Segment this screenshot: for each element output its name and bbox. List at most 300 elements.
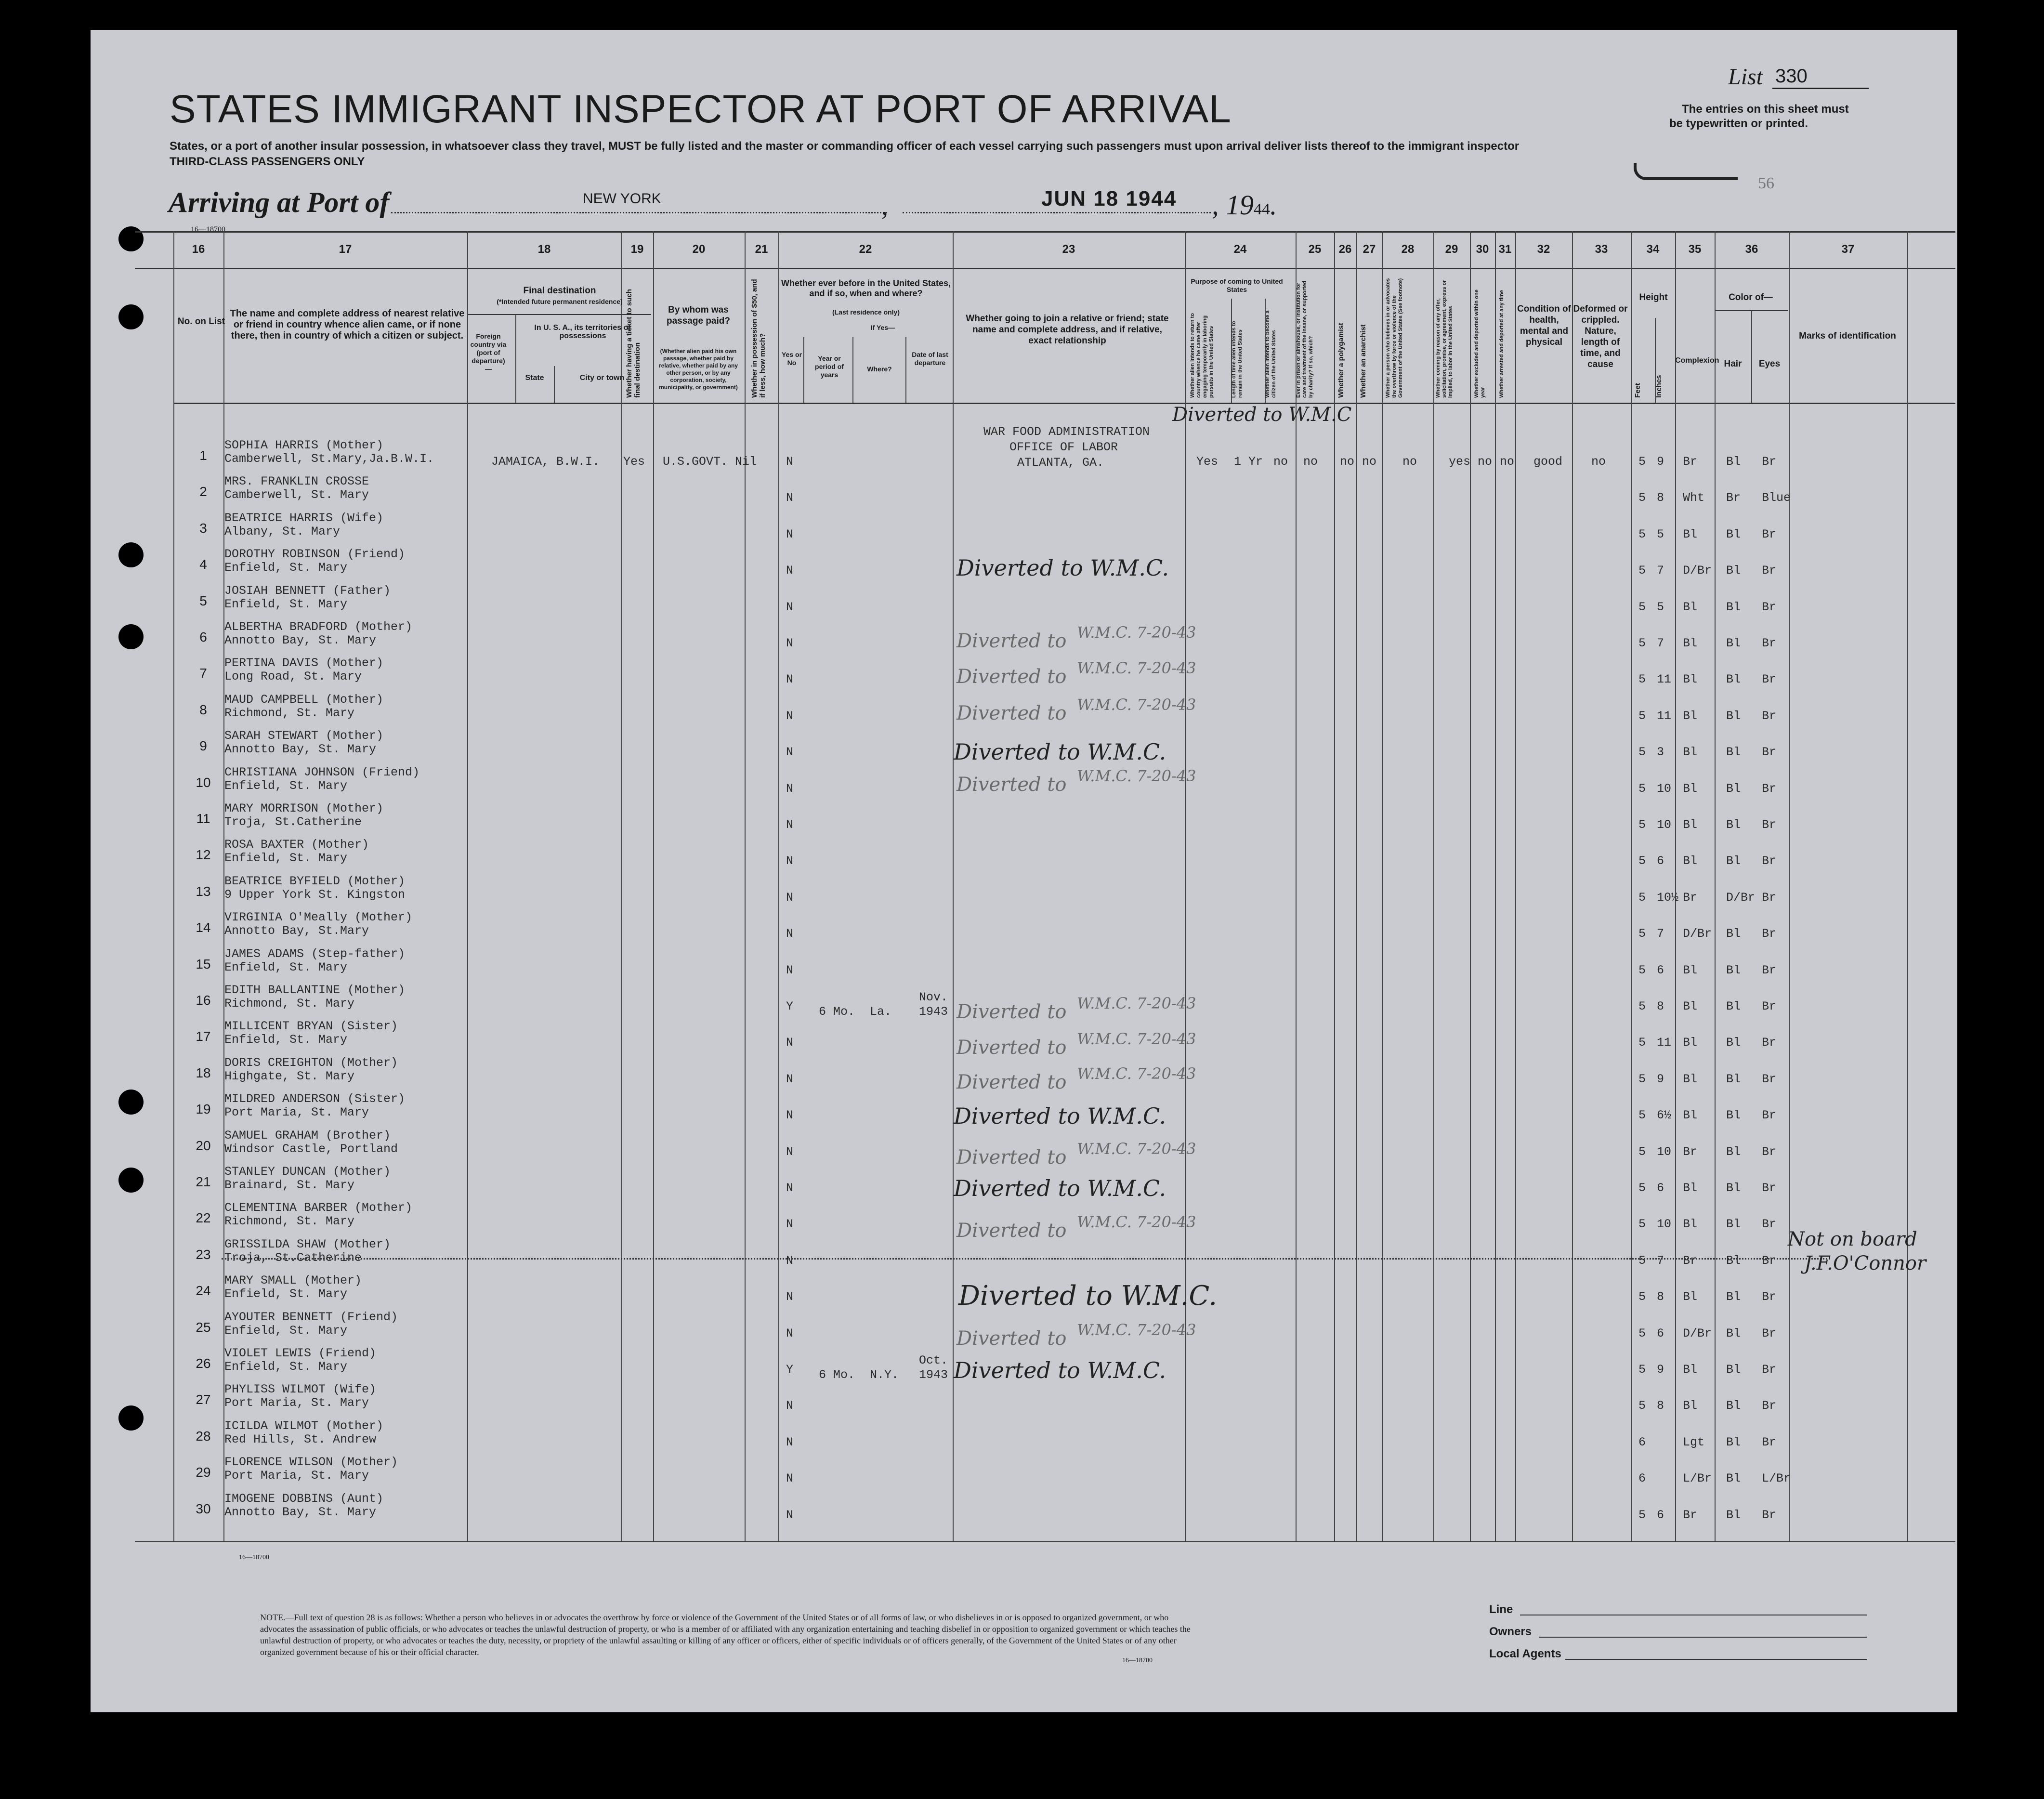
height-feet: 5 — [1638, 636, 1646, 650]
hair-color: Bl — [1726, 963, 1741, 977]
hair-color: Bl — [1726, 709, 1741, 723]
strike-through-row-23 — [222, 1258, 1830, 1260]
row-number: 6 — [199, 630, 207, 644]
column-divider — [745, 231, 746, 1541]
owners-label: Owners — [1489, 1625, 1532, 1638]
handwritten-diverted: Diverted to — [956, 1037, 1067, 1059]
prior-visit-yes-no: N — [786, 745, 794, 759]
handwritten-wmc-date: W.M.C. 7-20-43 — [1077, 659, 1196, 677]
row-number: 9 — [199, 738, 207, 753]
prior-date-16b: 1943 — [919, 1005, 948, 1019]
handwritten-diverted-top: Diverted to W.M.C — [1172, 404, 1352, 426]
header-complexion: Complexion — [1675, 356, 1719, 365]
relative-address: Enfield, St. Mary — [224, 960, 348, 974]
relative-name: SAMUEL GRAHAM (Brother) — [224, 1129, 391, 1142]
excluded-value: no — [1478, 455, 1493, 469]
header-money: Whether in possession of $50, and if less, how much? — [750, 279, 767, 398]
hair-color: Bl — [1726, 527, 1741, 541]
column-number: 31 — [1498, 243, 1512, 256]
column-divider — [1907, 231, 1908, 1541]
header-ticket: Whether having a ticket to such final destination — [625, 289, 642, 398]
complexion: Bl — [1683, 1363, 1698, 1377]
relative-address: Richmond, St. Mary — [224, 1214, 355, 1228]
column-divider — [1382, 231, 1383, 1541]
row-number: 25 — [196, 1320, 211, 1335]
offer-value: yes — [1449, 455, 1471, 469]
hair-color: Bl — [1726, 1471, 1741, 1485]
prior-visit-yes-no: N — [786, 1036, 794, 1050]
handwritten-diverted: Diverted to — [956, 1146, 1067, 1169]
hair-color: Bl — [1726, 1036, 1741, 1050]
eye-color: Blue — [1762, 491, 1791, 505]
column-divider — [1631, 231, 1632, 1541]
height-feet: 5 — [1638, 1072, 1646, 1086]
handwritten-diverted: Diverted to — [956, 1327, 1067, 1350]
header-date-departure: Date of last departure — [912, 351, 948, 367]
handwritten-wmc-date: W.M.C. 7-20-43 — [1077, 1140, 1196, 1158]
relative-name: PHYLISS WILMOT (Wife) — [224, 1382, 377, 1396]
height-feet: 5 — [1638, 1145, 1646, 1159]
relative-name: DORIS CREIGHTON (Mother) — [224, 1056, 398, 1070]
length-value: 1 Yr — [1234, 455, 1263, 469]
relative-address: Windsor Castle, Portland — [224, 1142, 398, 1156]
handwritten-diverted: Diverted to — [956, 702, 1067, 724]
relative-name: MARY SMALL (Mother) — [224, 1274, 362, 1287]
column-divider — [1356, 231, 1357, 1541]
relative-address: Enfield, St. Mary — [224, 1360, 348, 1374]
port-underline — [391, 212, 887, 213]
height-feet: 5 — [1638, 745, 1646, 759]
column-divider — [621, 231, 622, 1541]
prior-visit-yes-no: N — [786, 1326, 794, 1340]
deported-value: no — [1500, 455, 1515, 469]
sub-column-divider — [554, 366, 555, 403]
complexion: Bl — [1683, 745, 1698, 759]
polygamist-value: no — [1340, 455, 1355, 469]
handwritten-diverted: Diverted to W.M.C. — [954, 1103, 1166, 1129]
eye-color: L/Br — [1762, 1471, 1791, 1485]
height-feet: 5 — [1638, 455, 1646, 469]
complexion: Bl — [1683, 636, 1698, 650]
eye-color: Br — [1762, 1217, 1777, 1231]
row-number: 3 — [199, 521, 207, 536]
complexion: Bl — [1683, 818, 1698, 832]
punch-hole — [118, 304, 144, 329]
hair-color: Bl — [1726, 999, 1741, 1013]
date-underline — [903, 212, 1211, 213]
complexion: Bl — [1683, 1036, 1698, 1050]
column-divider — [953, 231, 954, 1541]
height-inches: 10 — [1657, 1145, 1672, 1159]
row-number: 5 — [199, 593, 207, 608]
header-ever-before: Whether ever before in the United States, and if so, when and where? — [781, 278, 951, 298]
relative-address: Enfield, St. Mary — [224, 1324, 348, 1338]
relative-name: CLEMENTINA BARBER (Mother) — [224, 1201, 413, 1215]
hair-color: Bl — [1726, 1363, 1741, 1377]
complexion: Wht — [1683, 491, 1705, 505]
column-number: 37 — [1841, 243, 1855, 256]
hair-color: Bl — [1726, 1217, 1741, 1231]
handwritten-diverted: Diverted to W.M.C. — [956, 555, 1169, 581]
prior-visit-yes-no: N — [786, 1290, 794, 1304]
complexion: Bl — [1683, 854, 1698, 868]
form-number: 16—18700 — [191, 225, 225, 234]
height-inches: 6½ — [1657, 1108, 1672, 1122]
height-feet: 5 — [1638, 1399, 1646, 1413]
prior-visit-yes-no: N — [786, 600, 794, 614]
column-number-rule — [135, 268, 1955, 269]
column-number: 21 — [755, 243, 768, 256]
relative-name: STANLEY DUNCAN (Mother) — [224, 1165, 391, 1179]
height-inches: 7 — [1657, 564, 1664, 578]
local-agents-label: Local Agents — [1489, 1647, 1561, 1660]
complexion: Bl — [1683, 527, 1698, 541]
eye-color: Br — [1762, 1399, 1777, 1413]
relative-name: VIOLET LEWIS (Friend) — [224, 1346, 377, 1360]
height-feet: 5 — [1638, 891, 1646, 905]
relative-name: IMOGENE DOBBINS (Aunt) — [224, 1492, 384, 1506]
hair-color: Bl — [1726, 1254, 1741, 1268]
prior-visit-yes-no: N — [786, 1508, 794, 1522]
relative-name: FLORENCE WILSON (Mother) — [224, 1455, 398, 1469]
prior-year-16: 6 Mo. — [819, 1005, 855, 1019]
relative-address: Enfield, St. Mary — [224, 1033, 348, 1047]
eye-color: Br — [1762, 600, 1777, 614]
row-number: 2 — [199, 484, 207, 499]
height-inches: 11 — [1657, 1036, 1672, 1050]
header-purpose-a: Whether alien intends to return to country whence he came after engaging temporarily in laboring pursuits in the United States — [1190, 313, 1214, 398]
row-number: 29 — [196, 1465, 211, 1480]
relative-name: VIRGINIA O'Meally (Mother) — [224, 910, 413, 924]
row-number: 1 — [199, 448, 207, 463]
height-inches: 6 — [1657, 1508, 1664, 1522]
prison-value: no — [1303, 455, 1318, 469]
column-divider — [1715, 231, 1716, 1541]
complexion: Br — [1683, 1254, 1698, 1268]
relative-address: Annotto Bay, St. Mary — [224, 742, 377, 756]
complexion: Bl — [1683, 963, 1698, 977]
health-value: good — [1533, 455, 1563, 469]
relative-address: Annotto Bay, St. Mary — [224, 633, 377, 647]
relative-name: MARY MORRISON (Mother) — [224, 801, 384, 815]
complexion: Bl — [1683, 672, 1698, 686]
prior-visit-yes-no: N — [786, 1399, 794, 1413]
hair-color: D/Br — [1726, 891, 1756, 905]
header-passage-paid-sub: (Whether alien paid his own passage, whether paid by relative, whether paid by any other person, or by any corporation, society, municipality, or government) — [658, 348, 738, 391]
handwritten-wmc-date: W.M.C. 7-20-43 — [1077, 1030, 1196, 1048]
eye-color: Br — [1762, 854, 1777, 868]
relative-address: 9 Upper York St. Kingston — [224, 888, 406, 902]
hair-color: Bl — [1726, 1072, 1741, 1086]
relative-name: SOPHIA HARRIS (Mother) — [224, 438, 384, 452]
row-number: 18 — [196, 1065, 211, 1080]
height-feet: 5 — [1638, 1036, 1646, 1050]
footnote-question-28: NOTE.—Full text of question 28 is as follows: Whether a person who believes in or advocates the overthrow by force or violence of the Government of the United States or of all forms of law, or who disbelieves in or is opposed to organized government, or who advocates the assassination of public officials, or who advocates or teaches the unlawful destruction of property, or who is a member of or affiliated with any organization entertaining and teaching disbelief in or opposition to organized government or which teaches the unlawful destruction of property, or who advocates or teaches the duty, necessity, or propriety of the unlawful assaulting or killing of any officer or officers, either of specific individuals or of officers generally, of the Government of the United States or of any other organized government because of his or their official character. — [260, 1613, 1191, 1657]
relative-address: Annotto Bay, St.Mary — [224, 924, 369, 938]
header-foreign-country: Foreign country via (port of departure)— — [470, 332, 507, 373]
prior-visit-yes-no: Y — [786, 1363, 794, 1377]
arriving-label: Arriving at Port of — [169, 186, 390, 218]
complexion: L/Br — [1683, 1471, 1712, 1485]
handwritten-diverted: Diverted to — [956, 1001, 1067, 1023]
money-value: Nil — [735, 455, 757, 469]
row-number: 17 — [196, 1029, 211, 1044]
relative-name: ROSA BAXTER (Mother) — [224, 838, 369, 852]
relative-address: Albany, St. Mary — [224, 525, 341, 538]
overthrow-value: no — [1402, 455, 1417, 469]
height-inches: 10 — [1657, 782, 1672, 796]
list-underline — [1772, 88, 1869, 89]
local-agents-field[interactable] — [1565, 1659, 1867, 1660]
header-feet: Feet — [1634, 383, 1642, 398]
height-inches: 6 — [1657, 1326, 1664, 1340]
row-number: 10 — [196, 775, 211, 790]
complexion: Bl — [1683, 1399, 1698, 1413]
complexion: D/Br — [1683, 1326, 1712, 1340]
eye-color: Br — [1762, 455, 1777, 469]
year-field: , 1944. — [1212, 189, 1277, 221]
handwritten-diverted: Diverted to — [956, 774, 1067, 796]
relative-address: Camberwell, St. Mary — [224, 488, 369, 502]
complexion: Br — [1683, 455, 1698, 469]
port-value: NEW YORK — [583, 191, 661, 207]
sub-column-divider — [905, 337, 906, 403]
prior-visit-yes-no: N — [786, 636, 794, 650]
comma: , — [881, 191, 888, 221]
column-divider — [1185, 231, 1186, 1541]
eye-color: Br — [1762, 1435, 1777, 1449]
deformed-value: no — [1591, 455, 1606, 469]
complexion: Bl — [1683, 1072, 1698, 1086]
punch-hole — [118, 624, 144, 649]
height-inches: 10 — [1657, 818, 1672, 832]
height-feet: 5 — [1638, 672, 1646, 686]
prior-visit-yes-no: N — [786, 891, 794, 905]
row-number: 27 — [196, 1392, 211, 1407]
header-purpose: Purpose of coming to United States — [1191, 277, 1283, 293]
column-number: 19 — [630, 243, 644, 256]
relative-address: Richmond, St. Mary — [224, 997, 355, 1011]
header-final-destination-sub: (*Intended future permanent residence) — [497, 298, 623, 305]
height-inches: 6 — [1657, 1181, 1664, 1195]
eye-color: Br — [1762, 999, 1777, 1013]
row-number: 13 — [196, 884, 211, 899]
height-feet: 5 — [1638, 927, 1646, 941]
hair-color: Bl — [1726, 1108, 1741, 1122]
eye-color: Br — [1762, 927, 1777, 941]
column-number: 28 — [1401, 243, 1415, 256]
check-mark — [1634, 163, 1738, 180]
column-divider — [467, 231, 468, 1541]
table-bottom-rule — [135, 1541, 1955, 1542]
relative-name: ALBERTHA BRADFORD (Mother) — [224, 620, 413, 634]
column-divider — [1296, 231, 1297, 1541]
row-number: 22 — [196, 1210, 211, 1225]
height-inches: 7 — [1657, 636, 1664, 650]
row-number: 11 — [196, 811, 210, 826]
instruction-line: States, or a port of another insular possession, in whatsoever class they travel, MUST be fully listed and the master or commanding officer of each vessel carrying such passengers must upon arrival deliver lists thereof to the immigrant inspector — [170, 140, 1520, 153]
eye-color: Br — [1762, 1508, 1777, 1522]
prior-visit-yes-no: N — [786, 672, 794, 686]
height-feet: 5 — [1638, 1217, 1646, 1231]
relative-name: GRISSILDA SHAW (Mother) — [224, 1237, 391, 1251]
column-number: 20 — [692, 243, 706, 256]
citizen-value: no — [1273, 455, 1288, 469]
eye-color: Br — [1762, 636, 1777, 650]
handwritten-diverted: Diverted to — [956, 1220, 1067, 1242]
header-excluded: Whether excluded and deported within one year — [1474, 289, 1486, 398]
column-number: 29 — [1445, 243, 1458, 256]
complexion: Bl — [1683, 1290, 1698, 1304]
column-divider — [1433, 231, 1434, 1541]
eye-color: Br — [1762, 1254, 1777, 1268]
height-inches: 6 — [1657, 963, 1664, 977]
handwritten-wmc-date: W.M.C. 7-20-43 — [1077, 623, 1196, 642]
complexion: Bl — [1683, 999, 1698, 1013]
header-prison: Ever in prison or almshouse, or institution for care and treatment of the insane, or supported by charity? If so, which? — [1296, 280, 1314, 398]
handwritten-diverted: Diverted to — [956, 666, 1067, 688]
relative-name: MILDRED ANDERSON (Sister) — [224, 1092, 406, 1106]
complexion: D/Br — [1683, 927, 1712, 941]
column-number: 24 — [1233, 243, 1247, 256]
header-eyes: Eyes — [1758, 359, 1781, 369]
height-feet: 5 — [1638, 854, 1646, 868]
prior-visit-yes-no: N — [786, 564, 794, 578]
table-top-rule — [135, 231, 1955, 233]
list-label: List — [1728, 64, 1763, 90]
prior-visit-yes-no: N — [786, 455, 794, 469]
hair-color: Bl — [1726, 1290, 1741, 1304]
eye-color: Br — [1762, 1290, 1777, 1304]
handwritten-diverted: Diverted to W.M.C. — [954, 1357, 1166, 1383]
height-feet: 5 — [1638, 999, 1646, 1013]
column-number: 35 — [1688, 243, 1702, 256]
prior-visit-yes-no: N — [786, 927, 794, 941]
complexion: Lgt — [1683, 1435, 1705, 1449]
height-feet: 5 — [1638, 1326, 1646, 1340]
column-number: 16 — [192, 243, 205, 256]
relative-address: Troja, St.Catherine — [224, 1251, 362, 1265]
prior-visit-yes-no: N — [786, 1435, 794, 1449]
height-feet: 5 — [1638, 1363, 1646, 1377]
header-final-destination: Final destination — [523, 286, 596, 296]
color-rule — [1716, 310, 1788, 311]
sub-column-divider — [803, 337, 804, 403]
header-deported: Whether arrested and deported at any time — [1499, 290, 1505, 398]
footnote-form-number: 16—18700 — [1122, 1657, 1153, 1664]
relative-address: Enfield, St. Mary — [224, 561, 348, 575]
relative-address: Port Maria, St. Mary — [224, 1105, 369, 1119]
relative-name: EDITH BALLANTINE (Mother) — [224, 983, 406, 997]
height-feet: 5 — [1638, 1290, 1646, 1304]
header-anarchist: Whether an anarchist — [1359, 324, 1367, 398]
relative-name: MAUD CAMPBELL (Mother) — [224, 693, 384, 707]
eye-color: Br — [1762, 672, 1777, 686]
height-feet: 5 — [1638, 963, 1646, 977]
eye-color: Br — [1762, 963, 1777, 977]
header-usa: In U. S. A., its territories or possessions — [534, 324, 631, 340]
header-marks: Marks of identification — [1799, 331, 1896, 341]
column-divider — [653, 231, 654, 1541]
row-number: 20 — [196, 1138, 211, 1153]
relative-name: PERTINA DAVIS (Mother) — [224, 656, 384, 670]
owners-field[interactable] — [1539, 1637, 1867, 1638]
relative-name: JOSIAH BENNETT (Father) — [224, 584, 391, 598]
column-number: 36 — [1745, 243, 1758, 256]
relative-name: ICILDA WILMOT (Mother) — [224, 1419, 384, 1433]
complexion: Bl — [1683, 782, 1698, 796]
sub-column-divider — [852, 337, 853, 403]
height-inches: 5 — [1657, 527, 1664, 541]
relative-address: Enfield, St. Mary — [224, 597, 348, 611]
height-feet: 5 — [1638, 491, 1646, 505]
prior-visit-yes-no: Y — [786, 999, 794, 1013]
eye-color: Br — [1762, 709, 1777, 723]
eye-color: Br — [1762, 1072, 1777, 1086]
prior-where-16: La. — [870, 1005, 892, 1019]
header-color-of: Color of— — [1729, 292, 1773, 302]
row-number: 26 — [196, 1356, 211, 1371]
hair-color: Bl — [1726, 927, 1741, 941]
handwritten-diverted: Diverted to — [956, 1071, 1067, 1093]
height-inches: 7 — [1657, 927, 1664, 941]
height-feet: 6 — [1638, 1435, 1646, 1449]
eye-color: Br — [1762, 891, 1777, 905]
column-divider — [173, 231, 174, 1541]
prior-visit-yes-no: N — [786, 1471, 794, 1485]
relative-name: CHRISTIANA JOHNSON (Friend) — [224, 765, 420, 779]
column-number: 33 — [1595, 243, 1608, 256]
column-number: 25 — [1308, 243, 1322, 256]
header-overthrow: Whether a person who believes in or advocates the overthrow by force or violence of the Government of the United States (See footnote) — [1385, 278, 1403, 398]
complexion: Bl — [1683, 600, 1698, 614]
handwritten-wmc-date: W.M.C. 7-20-43 — [1077, 1213, 1196, 1231]
column-number: 34 — [1646, 243, 1660, 256]
relative-name: AYOUTER BENNETT (Friend) — [224, 1310, 398, 1324]
row-number: 30 — [196, 1501, 211, 1516]
eye-color: Br — [1762, 1145, 1777, 1159]
handwritten-wmc-date: W.M.C. 7-20-43 — [1077, 767, 1196, 785]
relative-name: BEATRICE HARRIS (Wife) — [224, 511, 384, 525]
join-line-2: OFFICE OF LABOR — [1009, 440, 1118, 454]
handwritten-wmc-date: W.M.C. 7-20-43 — [1077, 994, 1196, 1012]
handwritten-diverted: Diverted to W.M.C. — [958, 1280, 1218, 1312]
height-feet: 5 — [1638, 600, 1646, 614]
header-purpose-b: Length of time alien intends to remain in the United States — [1231, 321, 1243, 398]
hair-color: Bl — [1726, 854, 1741, 868]
relative-name: JAMES ADAMS (Step-father) — [224, 947, 406, 961]
complexion: Br — [1683, 891, 1698, 905]
handwritten-diverted: Diverted to W.M.C. — [954, 1175, 1166, 1201]
row-number: 4 — [199, 557, 207, 572]
handwritten-not-on-board: Not on board — [1788, 1228, 1917, 1250]
hair-color: Bl — [1726, 745, 1741, 759]
handwritten-wmc-date: W.M.C. 7-20-43 — [1077, 696, 1196, 714]
punch-hole — [118, 542, 144, 567]
punch-hole — [118, 226, 144, 251]
list-number: 330 — [1775, 66, 1808, 87]
subheader-rule — [468, 314, 651, 315]
prior-visit-yes-no: N — [786, 527, 794, 541]
header-inches: Inches — [1655, 375, 1663, 398]
prior-visit-yes-no: N — [786, 782, 794, 796]
height-feet: 5 — [1638, 709, 1646, 723]
height-feet: 5 — [1638, 1508, 1646, 1522]
column-number: 23 — [1062, 243, 1075, 256]
column-divider — [1334, 231, 1335, 1541]
column-divider — [1789, 231, 1790, 1541]
hair-color: Bl — [1726, 455, 1741, 469]
